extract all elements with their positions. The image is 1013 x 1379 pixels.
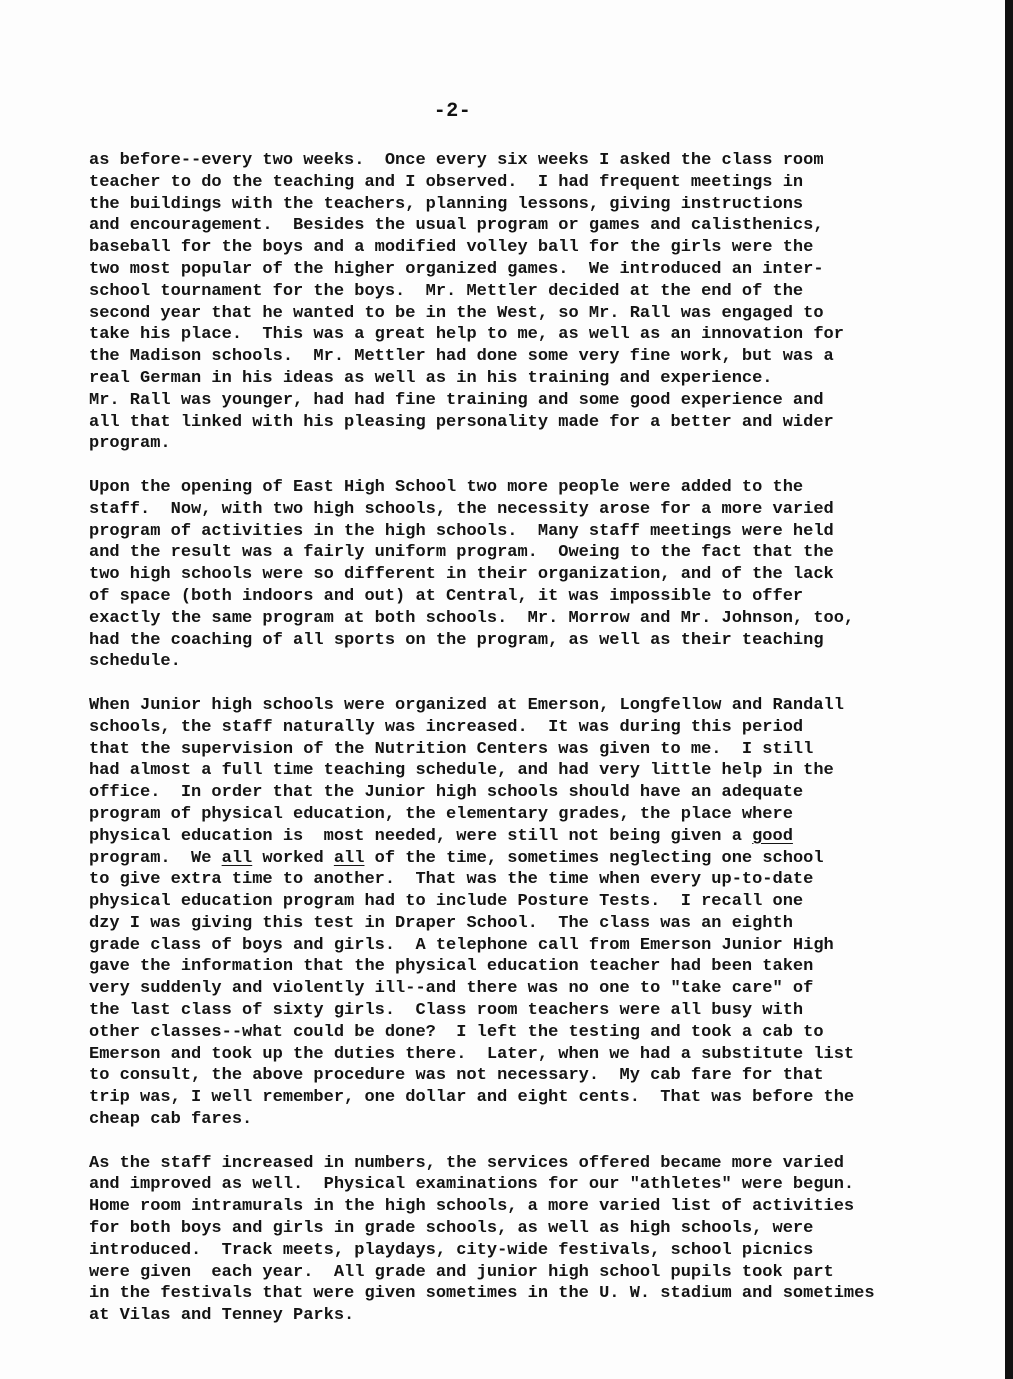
paragraph-2 (89, 477, 909, 673)
text-line: two high schools were so different in their organization, and of the lack (89, 565, 834, 585)
text-line: and encouragement. Besides the usual program or games and calisthenics, (89, 216, 824, 236)
page-number: -2- (433, 100, 472, 123)
text-line: of space (both indoors and out) at Central, it was impossible to offer (89, 586, 804, 606)
text-line: Emerson and took up the duties there. Later, when we had a substitute list (89, 1044, 855, 1064)
text-line: dzy I was giving this test in Draper School. The class was an eighth (89, 913, 793, 933)
text-line: the buildings with the teachers, planning lessons, giving instructions (89, 194, 804, 214)
text-line: very suddenly and violently ill--and there was no one to "take care" of (89, 979, 814, 999)
text-line: program of physical education, the elementary grades, the place where (89, 804, 793, 824)
text-line: and improved as well. Physical examinations for our "athletes" were begun. (89, 1175, 855, 1195)
text-line: as before--every two weeks. Once every six weeks I asked the class room (89, 151, 824, 170)
text-line: the last class of sixty girls. Class room teachers were all busy with (89, 1001, 804, 1021)
text-segment: program. We (89, 848, 222, 868)
text-line: in the festivals that were given sometimes in the U. W. stadium and sometimes (89, 1284, 875, 1304)
text-line: had the coaching of all sports on the program, as well as their teaching (89, 630, 824, 650)
text-line: real German in his ideas as well as in his training and experience. (89, 368, 773, 388)
text-line: the Madison schools. Mr. Mettler had done some very fine work, but was a (89, 347, 834, 367)
text-line: other classes--what could be done? I left the testing and took a cab to (89, 1022, 824, 1042)
text-segment: physical education is most needed, were still not being given a (89, 826, 753, 846)
underlined-word: good (752, 826, 793, 846)
text-line: and the result was a fairly uniform program. Oweing to the fact that the (89, 543, 834, 563)
text-line: trip was, I well remember, one dollar and eight cents. That was before the (89, 1088, 855, 1108)
text-line: cheap cab fares. (89, 1110, 253, 1130)
scan-edge (1005, 0, 1013, 1379)
text-line: grade class of boys and girls. A telephone call from Emerson Junior High (89, 935, 834, 955)
text-line: to consult, the above procedure was not necessary. My cab fare for that (89, 1066, 824, 1086)
text-segment: of the time, sometimes neglecting one school (364, 848, 824, 868)
text-line: to give extra time to another. That was the time when every up-to-date (89, 870, 814, 890)
document-body (89, 150, 909, 1349)
text-line: schedule. (89, 652, 181, 672)
text-line: all that linked with his pleasing personality made for a better and wider (89, 412, 834, 432)
text-line: physical education program had to include Posture Tests. I recall one (89, 892, 804, 912)
text-line: had almost a full time teaching schedule, and had very little help in the (89, 761, 834, 781)
text-line: second year that he wanted to be in the West, so Mr. Rall was engaged to (89, 303, 824, 323)
text-line: take his place. This was a great help to me, as well as an innovation for (89, 325, 844, 345)
text-line: introduced. Track meets, playdays, city-wide festivals, school picnics (89, 1240, 814, 1260)
text-line: schools, the staff naturally was increased. It was during this period (89, 717, 804, 737)
text-segment: worked (252, 848, 334, 868)
text-line: school tournament for the boys. Mr. Mettler decided at the end of the (89, 281, 804, 301)
underlined-word: all (333, 848, 365, 868)
paragraph-3 (89, 695, 909, 1131)
text-line-with-underline (89, 848, 909, 870)
text-line: for both boys and girls in grade schools, as well as high schools, were (89, 1219, 814, 1239)
text-line: two most popular of the higher organized games. We introduced an inter- (89, 259, 824, 279)
text-line: exactly the same program at both schools. Mr. Morrow and Mr. Johnson, too, (89, 608, 855, 628)
text-line: staff. Now, with two high schools, the necessity arose for a more varied (89, 499, 834, 519)
paragraph-1 (89, 150, 909, 455)
text-line: As the staff increased in numbers, the services offered became more varied (89, 1153, 844, 1173)
text-line: program of activities in the high schools. Many staff meetings were held (89, 521, 834, 541)
text-line: When Junior high schools were organized at Emerson, Longfellow and Randall (89, 695, 844, 715)
text-line: Home room intramurals in the high schools, a more varied list of activities (89, 1197, 855, 1217)
text-line: that the supervision of the Nutrition Centers was given to me. I still (89, 739, 814, 759)
text-line-with-underline (89, 826, 909, 848)
text-line: gave the information that the physical education teacher had been taken (89, 957, 814, 977)
text-line: teacher to do the teaching and I observed. I had frequent meetings in (89, 172, 804, 192)
text-line: Mr. Rall was younger, had had fine training and some good experience and (89, 390, 824, 410)
text-line: Upon the opening of East High School two more people were added to the (89, 477, 804, 497)
text-line: at Vilas and Tenney Parks. (89, 1306, 355, 1326)
text-line: baseball for the boys and a modified volley ball for the girls were the (89, 238, 814, 258)
underlined-word: all (221, 848, 253, 868)
text-line: program. (89, 434, 171, 454)
paragraph-4 (89, 1153, 909, 1327)
text-line: office. In order that the Junior high schools should have an adequate (89, 783, 804, 803)
text-line: were given each year. All grade and junior high school pupils took part (89, 1262, 834, 1282)
